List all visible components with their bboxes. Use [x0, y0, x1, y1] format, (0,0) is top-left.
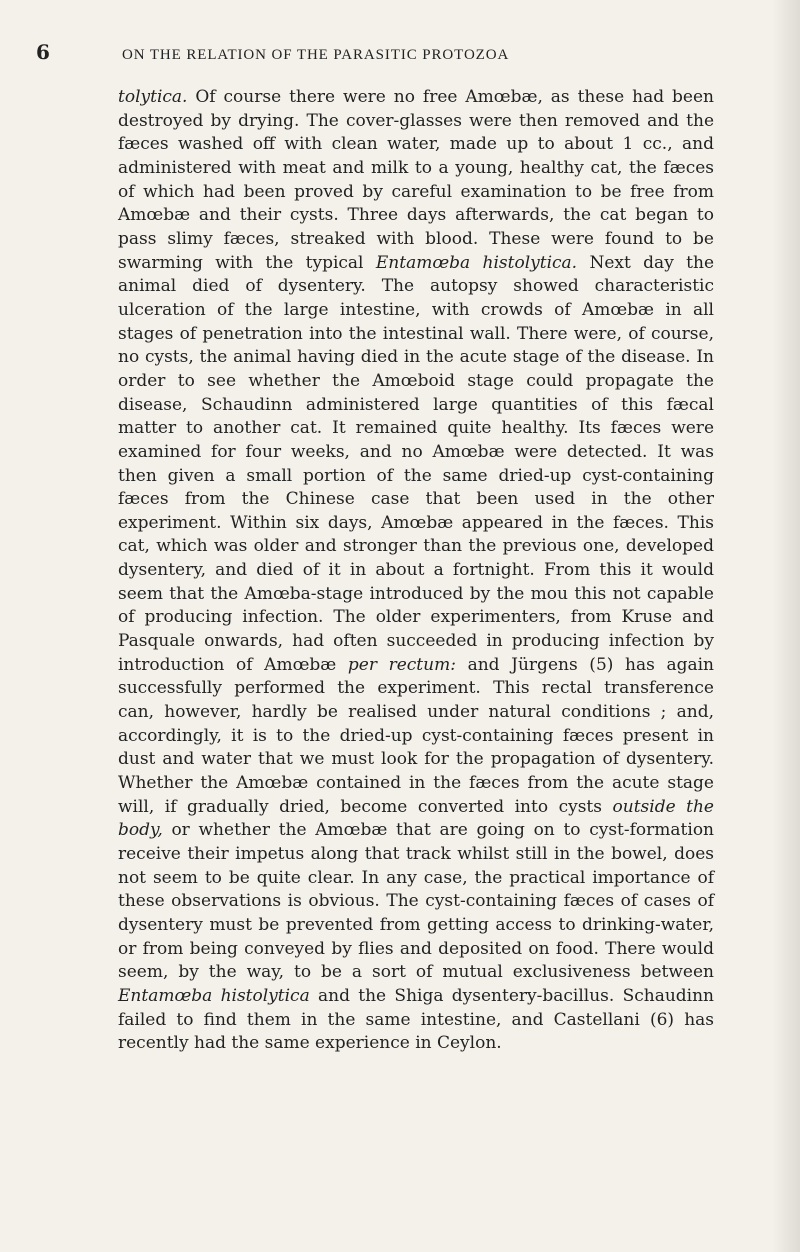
text-segment: or whether the Amœbæ that are going on to cyst-formation receive their impetus along that track whilst still in the bowel, does not seem to be quite clear. In any case, the practical importance of these observations is obvious. The cyst-containing fæces of cases of dysentery must be prevented from getting access to drinking-water, or from being conveyed by flies and deposited on food. There would seem, by the way, to be a sort of mutual exclusiveness between	[118, 820, 714, 983]
body-text	[118, 86, 714, 1056]
text-segment-italic: Entamœba histolytica	[118, 985, 310, 1006]
page-number: 6	[36, 40, 50, 64]
text-segment-italic: Entamœba histolytica.	[375, 252, 578, 273]
text-segment-italic: per rectum:	[347, 654, 456, 675]
text-segment-italic: outside the body,	[118, 796, 714, 841]
text-segment-italic: tolytica.	[118, 87, 188, 107]
text-segment: Next day the animal died of dysentery. The autopsy showed characteristic ulceration of the large intestine, with crowds of Amœbæ in all stages of penetration into the intestinal wall. There were, of course, no cysts, the animal having died in the acute stage of the disease. In order to see whether the Amœboid stage could propagate the disease, Schaudinn administered large quantities of this fæcal matter to another cat. It remained quite healthy. Its fæces were examined for four weeks, and no Amœbæ were detected. It was then given a small portion of the same dried-up cyst-containing fæces from the Chinese case that been used in the other experiment. Within six days, Amœbæ appeared in the fæces. This cat, which was older and stronger than the previous one, developed dysentery, and died of it in about a fortnight. From this it would seem that the Amœba-stage introduced by the mou this not capable of producing infection. The older experimenters, from Kruse and Pasquale onwards, had often succeeded in producing infection by introduction of Amœbæ	[118, 252, 715, 675]
text-segment: and the Shiga dysentery-bacillus. Schaudinn failed to find them in the same intestine, and Castellani (6) has recently had the same experience in Ceylon.	[118, 985, 714, 1054]
paragraph	[118, 86, 714, 1056]
running-head: ON THE RELATION OF THE PARASITIC PROTOZOA	[122, 47, 510, 63]
page-header	[36, 40, 740, 86]
text-segment: and Jürgens (5) has again successfully performed the experiment. This rectal transference can, however, hardly be realised under natural conditions ; and, accordingly, it is to the dried-up cyst-containing fæces present in dust and water that we must look for the propagation of dysentery. Whether the Amœbæ contained in the fæces from the acute stage will, if gradually dried, become converted into cysts	[118, 654, 715, 817]
text-segment: Of course there were no free Amœbæ, as these had been destroyed by drying. The cover-glasses were then removed and the fæces washed off with clean water, made up to about 1 cc., and administered with meat and milk to a young, healthy cat, the fæces of which had been proved by careful examination to be free from Amœbæ and their cysts. Three days afterwards, the cat began to pass slimy fæces, streaked with blood. These were found to be swarming with the typical	[118, 87, 714, 273]
